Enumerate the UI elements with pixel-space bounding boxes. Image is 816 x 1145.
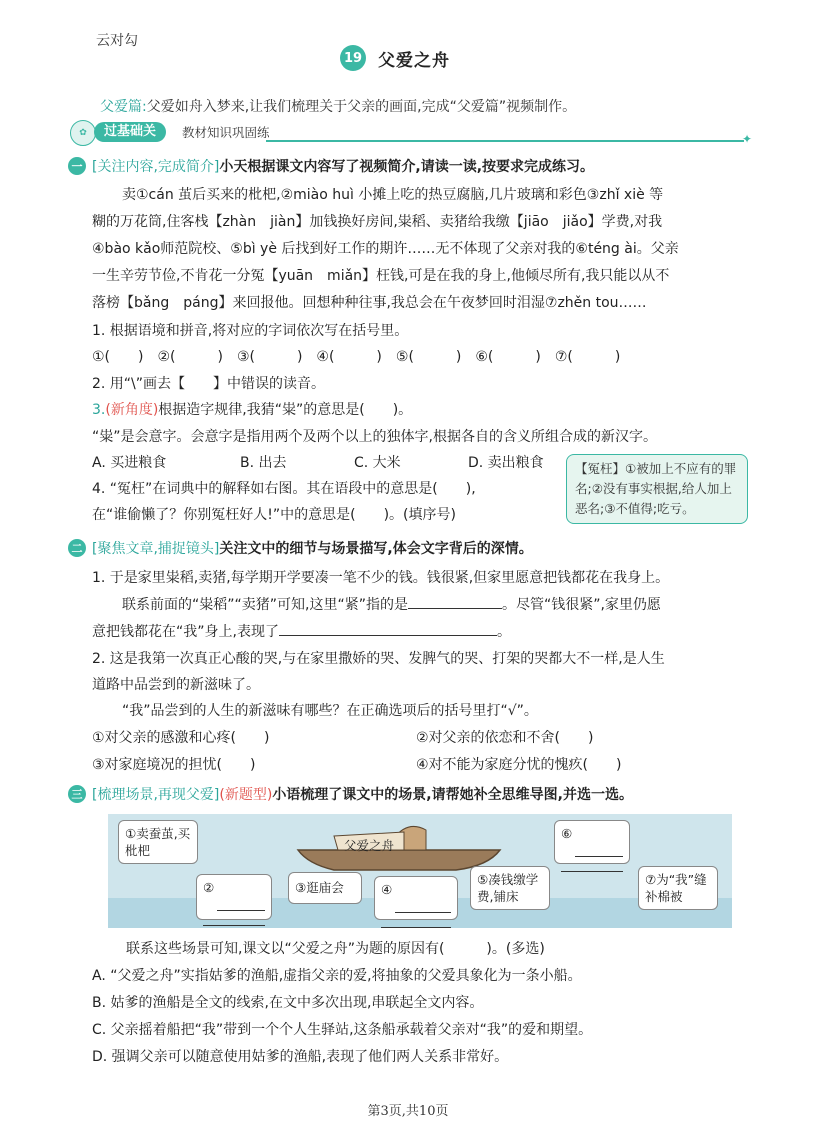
section-logo-icon: ✿ — [70, 120, 96, 146]
answer-blank[interactable] — [575, 842, 623, 857]
q1-sub3-number: 3. — [92, 402, 106, 418]
q2-option-3[interactable]: ③对家庭境况的担忧( ) — [92, 757, 256, 773]
answer-blank[interactable] — [203, 911, 265, 926]
q2-prompt: 关注文中的细节与场景描写,体会文字背后的深情。 — [219, 541, 533, 557]
q1-sub3-option-b[interactable]: B. 出去 — [240, 455, 287, 471]
q1-sub2: 2. 用“\”画去【 】中错误的读音。 — [92, 376, 326, 392]
answer-blank[interactable] — [217, 896, 265, 911]
q3-tag2: (新题型) — [219, 787, 273, 803]
q3-option-b[interactable]: B. 姑爹的渔船是全文的线索,在文中多次出现,串联起全文内容。 — [92, 995, 484, 1011]
q2-s1-line2 — [122, 594, 661, 614]
q2-option-2[interactable]: ②对父亲的依恋和不舍( ) — [416, 730, 594, 746]
q1-sub1-blanks[interactable]: ①( ) ②( ) ③( ) ④( ) ⑤( ) ⑥( ) ⑦( ) — [92, 349, 621, 365]
q3-option-c[interactable]: C. 父亲摇着船把“我”带到一个个人生驿站,这条船承载着父亲对“我”的爱和期望。 — [92, 1022, 593, 1038]
scene-card-2[interactable] — [196, 874, 272, 920]
section-subtitle: 教材知识巩固练 — [182, 125, 270, 140]
brand-name: 云对勾 — [96, 33, 138, 49]
answer-blank[interactable] — [561, 857, 623, 872]
q3-prompt: 小语梳理了课文中的场景,请帮她补全思维导图,并选一选。 — [272, 787, 633, 803]
q1-heading — [68, 156, 594, 176]
passage-line-2: 糊的万花筒,住客栈【zhàn jiàn】加钱换好房间,粜稻、卖猪给我缴【jiāo jiǎo】学费,对我 — [92, 214, 663, 230]
answer-blank[interactable] — [408, 594, 502, 609]
q3-number: 三 — [68, 785, 86, 803]
q1-sub3-option-d[interactable]: D. 卖出粮食 — [468, 455, 544, 471]
q2-option-4[interactable]: ④对不能为家庭分忧的愧疚( ) — [416, 757, 622, 773]
q2-option-1[interactable]: ①对父亲的感激和心疼( ) — [92, 730, 270, 746]
boat-label: 父爱之舟 — [344, 838, 395, 853]
q1-number: 一 — [68, 157, 86, 175]
q1-sub3-option-c[interactable]: C. 大米 — [354, 455, 401, 471]
q1-sub4-line2: 在“谁偷懒了？你别冤枉好人!”中的意思是( )。(填序号) — [92, 507, 456, 523]
scene-card-6-label: ⑥ — [561, 826, 573, 841]
title-block — [340, 44, 450, 72]
intro-text: 父爱如舟入梦来,让我们梳理关于父亲的画面,完成“父爱篇”视频制作。 — [146, 99, 577, 115]
section-bar — [66, 120, 752, 146]
q2-number: 二 — [68, 539, 86, 557]
scene-card-5: ⑤凑钱缴学费,铺床 — [470, 866, 550, 910]
page-title: 父爱之舟 — [378, 50, 450, 71]
q1-sub1: 1. 根据语境和拼音,将对应的字词依次写在括号里。 — [92, 323, 409, 339]
q2-s2-line1: 2. 这是我第一次真正心酸的哭,与在家里撒娇的哭、发脾气的哭、打架的哭都大不一样,是人生 — [92, 651, 665, 667]
scene-card-6[interactable] — [554, 820, 630, 864]
q3-tag: [梳理场景,再现父爱] — [92, 787, 220, 803]
passage-line-3: ④bào kǎo师范院校、⑤bì yè 后找到好工作的期许……无不体现了父亲对我的⑥téng ài。父亲 — [92, 241, 679, 257]
answer-blank[interactable] — [395, 898, 451, 913]
lesson-number-badge: 19 — [340, 45, 366, 71]
passage-line-5: 落榜【bǎng páng】来回报他。回想种种往事,我总会在午夜梦回时泪湿⑦zhěn tou…… — [92, 295, 647, 311]
q3-option-d[interactable]: D. 强调父亲可以随意使用姑爹的渔船,表现了他们两人关系非常好。 — [92, 1049, 509, 1065]
q2-s1-a: 联系前面的“粜稻”“卖猪”可知,这里“紧”指的是 — [122, 597, 408, 613]
q1-sub3-option-a[interactable]: A. 买进粮食 — [92, 455, 167, 471]
q2-s1-d: 。 — [496, 624, 511, 640]
mind-map-scene — [108, 814, 732, 928]
q1-sub3-explain: “粜”是会意字。会意字是指用两个及两个以上的独体字,根据各自的含义所组合成的新汉字。 — [92, 429, 657, 445]
scene-card-4-label: ④ — [381, 882, 393, 897]
section-divider — [266, 140, 744, 142]
scene-card-4[interactable] — [374, 876, 458, 920]
section-pill: 过基础关 — [94, 122, 166, 142]
q3-option-a[interactable]: A. “父爱之舟”实指姑爹的渔船,虚指父亲的爱,将抽象的父爱具象化为一条小船。 — [92, 968, 582, 984]
q1-sub3 — [92, 399, 412, 419]
intro-line — [100, 96, 576, 116]
passage-line-1: 卖①cán 茧后买来的枇杷,②miào huì 小摊上吃的热豆腐脑,几片玻璃和彩色③zhǐ xiè 等 — [122, 187, 664, 203]
q1-sub3-tag: (新角度) — [105, 402, 159, 418]
q2-heading — [68, 538, 533, 558]
q1-tag: [关注内容,完成简介] — [92, 159, 220, 175]
passage-line-4: 一生辛劳节俭,不肯花一分冤【yuān miǎn】枉钱,可是在我的身上,他倾尽所有,我只能以从不 — [92, 268, 670, 284]
star-icon: ✦ — [741, 132, 752, 146]
q2-tag: [聚焦文章,捕捉镜头] — [92, 541, 220, 557]
q1-sub4-line1: 4. “冤枉”在词典中的解释如右图。其在语段中的意思是( ), — [92, 481, 476, 497]
scene-card-2-label: ② — [203, 880, 215, 895]
dictionary-note: 【冤枉】①被加上不应有的罪名;②没有事实根据,给人加上恶名;③不值得;吃亏。 — [566, 454, 748, 524]
q1-prompt: 小天根据课文内容写了视频简介,请读一读,按要求完成练习。 — [219, 159, 595, 175]
intro-label: 父爱篇: — [100, 99, 147, 115]
q2-s1: 1. 于是家里粜稻,卖猪,每学期开学要凑一笔不少的钱。钱很紧,但家里愿意把钱都花在我身上。 — [92, 570, 670, 586]
scene-card-7: ⑦为“我”缝补棉被 — [638, 866, 718, 910]
q2-s2-line2: 道路中品尝到的新滋味了。 — [92, 677, 260, 693]
q2-s1-line3 — [92, 621, 511, 641]
q3-question: 联系这些场景可知,课文以“父爱之舟”为题的原因有( )。(多选) — [126, 941, 545, 957]
scene-card-1: ①卖蚕茧,买枇杷 — [118, 820, 198, 864]
page-footer: 第3页,共10页 — [367, 1104, 449, 1119]
q2-s1-b: 。尽管“钱很紧”,家里仍愿 — [501, 597, 661, 613]
q2-s1-c: 意把钱都花在“我”身上,表现了 — [92, 624, 279, 640]
q1-sub3-text: 根据造字规律,我猜“粜”的意思是( )。 — [158, 402, 413, 418]
answer-blank[interactable] — [279, 621, 497, 636]
answer-blank[interactable] — [381, 913, 451, 928]
q3-heading — [68, 784, 633, 804]
scene-card-3: ③逛庙会 — [288, 872, 362, 904]
q2-s2-question: “我”品尝到的人生的新滋味有哪些？在正确选项后的括号里打“√”。 — [122, 703, 538, 719]
